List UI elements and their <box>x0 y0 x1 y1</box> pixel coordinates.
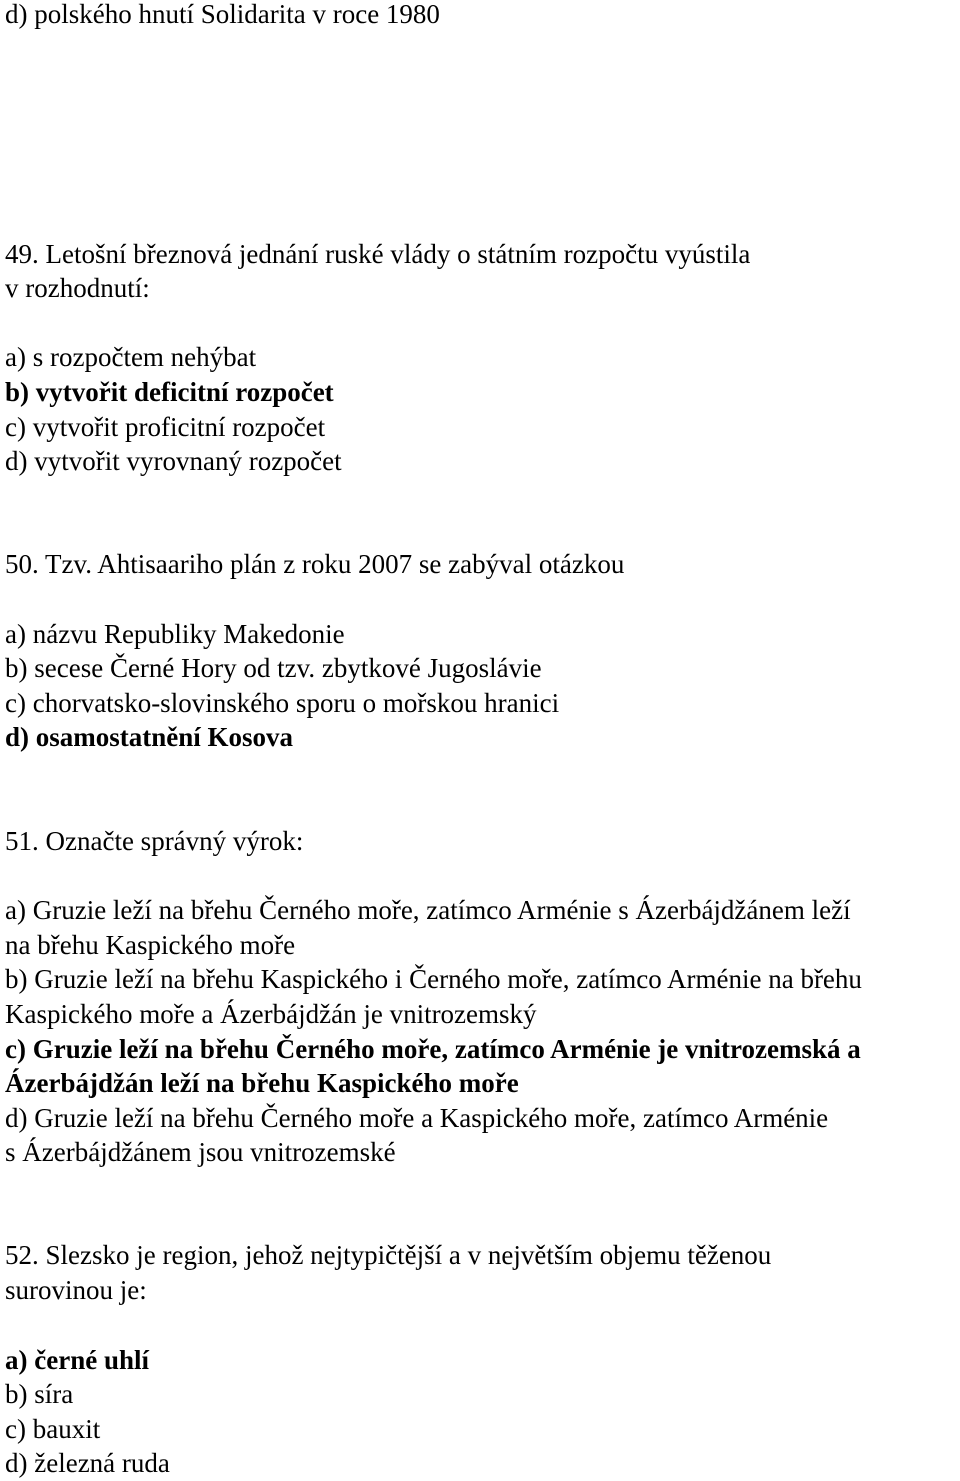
q51-option-b-line-1: b) Gruzie leží na břehu Kaspického i Černého moře, zatímco Arménie na břehu <box>5 964 862 994</box>
q52-question-line-2: surovinou je: <box>5 1275 147 1305</box>
q51-option-a-line-1: a) Gruzie leží na břehu Černého moře, zatímco Arménie s Ázerbájdžánem leží <box>5 895 851 925</box>
q49-option-b-correct: b) vytvořit deficitní rozpočet <box>5 377 334 407</box>
q50-option-c: c) chorvatsko-slovinského sporu o mořskou hranici <box>5 688 560 718</box>
q49-option-d: d) vytvořit vyrovnaný rozpočet <box>5 446 342 476</box>
q49-question-line-1: 49. Letošní březnová jednání ruské vlády o státním rozpočtu vyústila <box>5 239 751 269</box>
q52-option-b: b) síra <box>5 1379 74 1409</box>
q49-question-line-2: v rozhodnutí: <box>5 273 150 303</box>
q51-option-d-line-2: s Ázerbájdžánem jsou vnitrozemské <box>5 1137 396 1167</box>
q51-option-b-line-2: Kaspického moře a Ázerbájdžán je vnitrozemský <box>5 999 537 1029</box>
q52-option-c: c) bauxit <box>5 1414 101 1444</box>
q48-option-d: d) polského hnutí Solidarita v roce 1980 <box>5 0 440 29</box>
q50-option-a: a) názvu Republiky Makedonie <box>5 619 345 649</box>
q51-option-a-line-2: na břehu Kaspického moře <box>5 930 296 960</box>
q51-option-c-line-2-correct: Ázerbájdžán leží na břehu Kaspického moře <box>5 1068 519 1098</box>
q50-question: 50. Tzv. Ahtisaariho plán z roku 2007 se zabýval otázkou <box>5 549 625 579</box>
q50-option-b: b) secese Černé Hory od tzv. zbytkové Jugoslávie <box>5 653 542 683</box>
q51-option-c-line-1-correct: c) Gruzie leží na břehu Černého moře, zatímco Arménie je vnitrozemská a <box>5 1034 861 1064</box>
q51-option-d-line-1: d) Gruzie leží na břehu Černého moře a Kaspického moře, zatímco Arménie <box>5 1103 829 1133</box>
q49-option-a: a) s rozpočtem nehýbat <box>5 342 257 372</box>
q49-option-c: c) vytvořit proficitní rozpočet <box>5 412 326 442</box>
q50-option-d-correct: d) osamostatnění Kosova <box>5 722 294 752</box>
q51-question: 51. Označte správný výrok: <box>5 826 304 856</box>
q52-option-d: d) železná ruda <box>5 1448 170 1478</box>
q52-option-a-correct: a) černé uhlí <box>5 1345 149 1375</box>
q52-question-line-1: 52. Slezsko je region, jehož nejtypičtější a v největším objemu těženou <box>5 1240 772 1270</box>
